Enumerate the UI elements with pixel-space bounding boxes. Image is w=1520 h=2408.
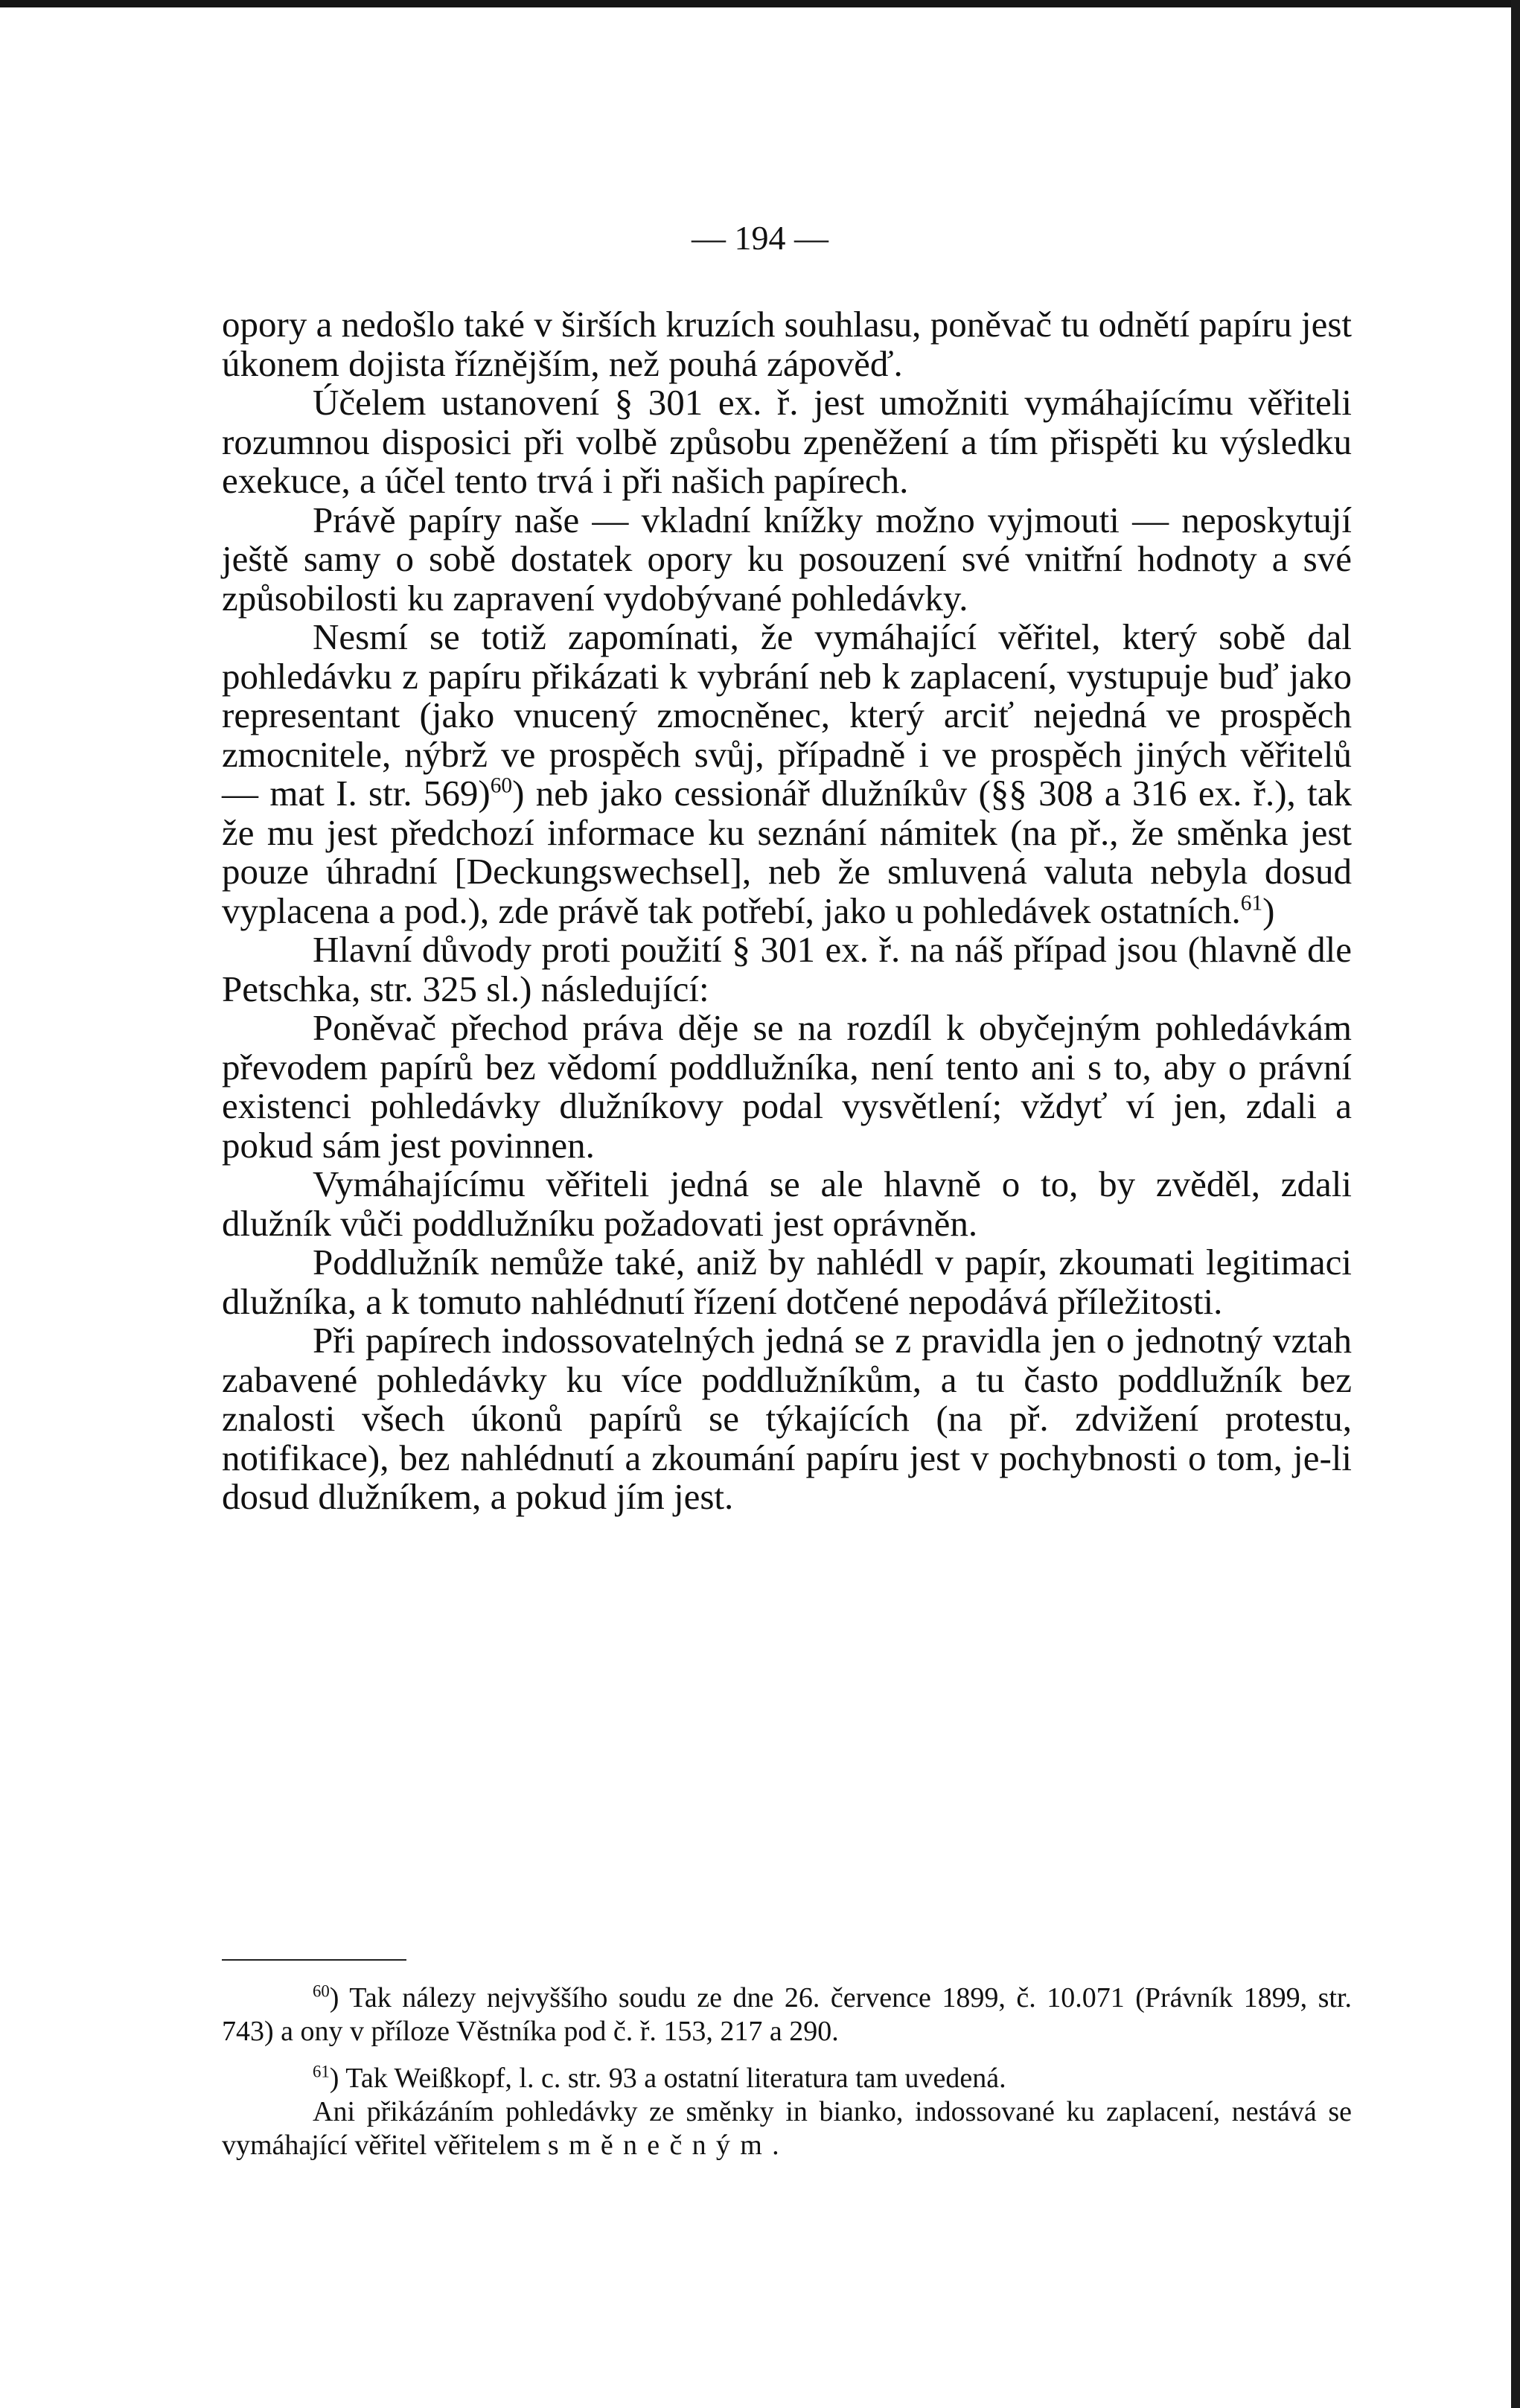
footnote-text: ) Tak Weißkopf, l. c. str. 93 a ostatní literatura tam uvedená.	[329, 2063, 1006, 2094]
scan-border-right	[1511, 0, 1520, 2408]
footnote-text: Ani přikázáním pohledávky ze směnky in bianko, indossované ku zaplacení, nestává se vymáhající věřitel věřitelem	[222, 2096, 1352, 2161]
footnote-ref-61[interactable]: 61	[1240, 891, 1263, 916]
page-number: — 194 —	[692, 219, 828, 257]
footnotes	[222, 1981, 1352, 2176]
footnote-mark: 60	[313, 1981, 330, 2001]
paragraph: Při papírech indossovatelných jedná se z pravidla jen o jednotný vztah zabavené pohledávky ku více poddlužníkům, a tu často poddlužník bez znalosti všech úkonů papírů se týkajících (na př. zdvižení protestu, notifikace), bez nahlédnutí a zkoumání papíru jest v pochybnosti o tom, je-li dosud dlužníkem, a pokud jím jest.	[222, 1320, 1352, 1517]
footnote-text-end: .	[772, 2130, 779, 2161]
footnote-text: ) Tak nálezy nejvyššího soudu ze dne 26. července 1899, č. 10.071 (Právník 1899, str. 743) a ony v příloze Věstníka pod č. ř. 153, 217 a 290.	[222, 1982, 1352, 2047]
footnote-divider	[222, 1959, 406, 1961]
paragraph: Hlavní důvody proti použití § 301 ex. ř. na náš případ jsou (hlavně dle Petschka, str. 325 sl.) následující:	[222, 929, 1352, 1009]
footnote-ref-60[interactable]: 60	[490, 773, 513, 798]
footnote-mark: 61	[313, 2062, 330, 2081]
paragraph-text: )	[1262, 890, 1275, 931]
footnote-61-continuation	[222, 2095, 1352, 2162]
paragraph: Účelem ustanovení § 301 ex. ř. jest umožniti vymáhajícímu věřiteli rozumnou disposici při volbě způsobu zpeněžení a tím přispěti ku výsledku exekuce, a účel tento trvá i při našich papírech.	[222, 382, 1352, 501]
scan-border-top	[0, 0, 1520, 7]
paragraph: Poddlužník nemůže také, aniž by nahlédl v papír, zkoumati legitimaci dlužníka, a k tomuto nahlédnutí řízení dotčené nepodává příležitosti.	[222, 1242, 1352, 1322]
paragraph: Vymáhajícímu věřiteli jedná se ale hlavně o to, by zvěděl, zdali dlužník vůči poddlužníku požadovati jest oprávněn.	[222, 1163, 1352, 1244]
footnote-61	[222, 2062, 1352, 2095]
paragraph: Poněvač přechod práva děje se na rozdíl k obyčejným pohledávkám převodem papírů bez vědomí poddlužníka, není tento ani s to, aby o právní existenci pohledávky dlužníkovy podal vysvětlení; vždyť ví jen, zdali a pokud sám jest povinnen.	[222, 1007, 1352, 1166]
paragraph-text: ) neb jako cessionář dlužníkův (§§ 308 a 316 ex. ř.), tak že mu jest předchozí informace ku seznání námitek (na př., že směnka jest pouze úhradní [Deckungswechsel], neb že smluvená valuta nebyla dosud vyplacena a pod.), zde právě tak potřebí, jako u pohledávek ostatních.	[222, 773, 1352, 931]
spaced-emphasis: směnečným	[547, 2130, 773, 2161]
paragraph: Právě papíry naše — vkladní knížky možno vyjmouti — neposkytují ještě samy o sobě dostatek opory ku posouzení své vnitřní hodnoty a své způsobilosti ku zapravení vydobývané pohledávky.	[222, 499, 1352, 619]
footnote-60	[222, 1981, 1352, 2048]
main-text	[222, 305, 1352, 1517]
paragraph	[222, 618, 1352, 930]
paragraph: opory a nedošlo také v širších kruzích souhlasu, poněvač tu odnětí papíru jest úkonem dojista říznějším, než pouhá zápověď.	[222, 304, 1352, 384]
paragraph-text: Nesmí se totiž zapomínati, že vymáhající věřitel, který sobě dal pohledávku z papíru přikázati k vybrání neb k zaplacení, vystupuje buď jako representant (jako vnucený zmocněnec, který arciť nejedná ve prospěch zmocnitele, nýbrž ve prospěch svůj, případně i ve prospěch jiných věřitelů — mat I. str. 569)	[222, 616, 1352, 814]
